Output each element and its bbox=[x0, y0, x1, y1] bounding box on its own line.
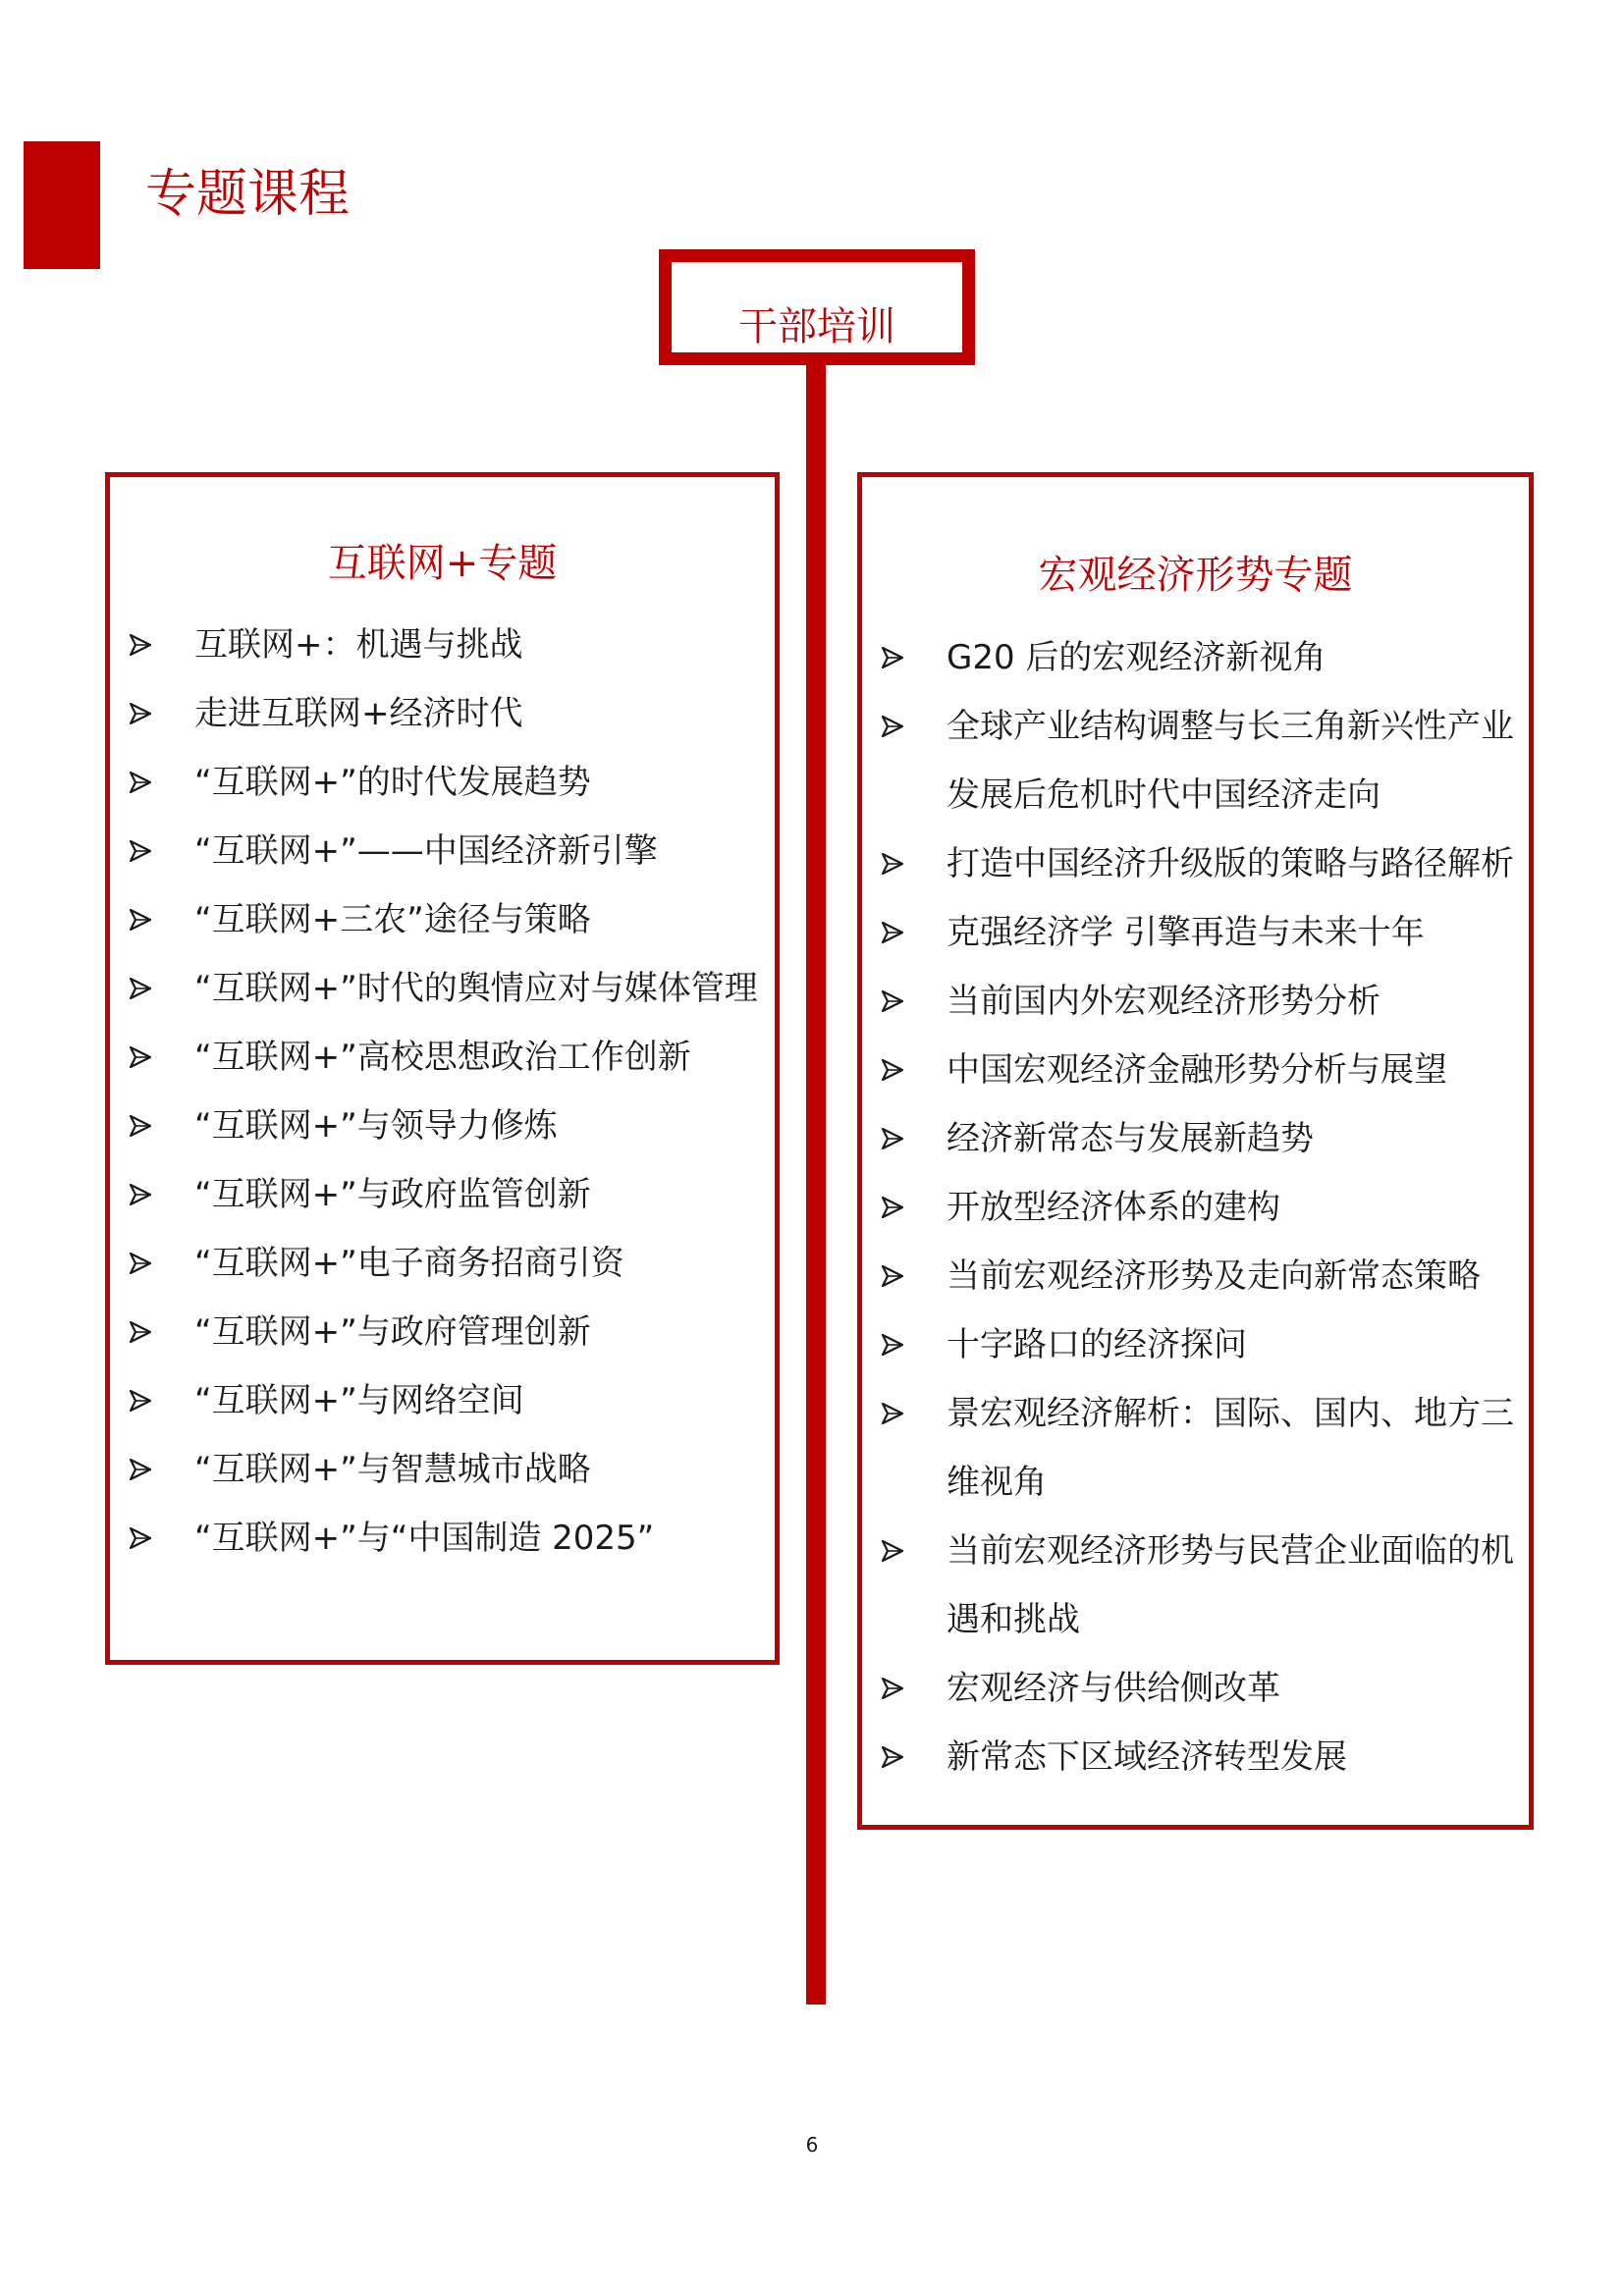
section-title: 专题课程 bbox=[145, 165, 351, 224]
arrow-bullet-icon bbox=[882, 1104, 911, 1173]
arrow-bullet-icon bbox=[130, 954, 159, 1023]
topic-list-item bbox=[130, 885, 761, 954]
topic-list-item bbox=[882, 1654, 1519, 1723]
arrow-bullet-icon bbox=[130, 1366, 159, 1435]
topic-item-text: “互联网+”与政府监管创新 bbox=[194, 1175, 591, 1214]
arrow-bullet-icon bbox=[882, 898, 911, 967]
topic-item-text: 景宏观经济解析：国际、国内、地方三维视角 bbox=[947, 1394, 1514, 1502]
topic-list-item bbox=[130, 817, 761, 885]
internet-plus-topic-box bbox=[105, 472, 780, 1665]
arrow-bullet-icon bbox=[882, 1242, 911, 1310]
arrow-bullet-icon bbox=[882, 1723, 911, 1791]
arrow-bullet-icon bbox=[882, 1654, 911, 1723]
macroeconomy-topic-box bbox=[857, 472, 1534, 1830]
topic-list-item bbox=[130, 1298, 761, 1366]
topic-item-text: 当前宏观经济形势与民营企业面临的机遇和挑战 bbox=[947, 1531, 1514, 1639]
arrow-bullet-icon bbox=[130, 817, 159, 885]
topic-list-item bbox=[130, 1092, 761, 1160]
topic-item-text: 开放型经济体系的建构 bbox=[947, 1188, 1280, 1227]
topic-list-item bbox=[130, 679, 761, 748]
topic-list-item bbox=[130, 1229, 761, 1298]
arrow-bullet-icon bbox=[882, 1379, 911, 1448]
topic-list-item bbox=[882, 1517, 1519, 1654]
topic-list-item bbox=[882, 1379, 1519, 1517]
internet-plus-box-title: 互联网+专题 bbox=[327, 541, 558, 586]
topic-list-item bbox=[882, 898, 1519, 967]
topic-item-text: 克强经济学 引擎再造与未来十年 bbox=[947, 913, 1425, 952]
page-number: 6 bbox=[805, 2133, 819, 2157]
topic-list-item bbox=[130, 611, 761, 679]
topic-item-text: “互联网+”与智慧城市战略 bbox=[194, 1450, 591, 1489]
topic-item-text: “互联网+”与网络空间 bbox=[194, 1381, 524, 1420]
arrow-bullet-icon bbox=[882, 623, 911, 692]
topic-item-text: “互联网+”电子商务招商引资 bbox=[194, 1244, 624, 1283]
arrow-bullet-icon bbox=[882, 1517, 911, 1585]
topic-list-item bbox=[882, 692, 1519, 829]
topic-item-text: 十字路口的经济探问 bbox=[947, 1325, 1247, 1364]
topic-item-text: “互联网+三农”途径与策略 bbox=[194, 900, 591, 939]
arrow-bullet-icon bbox=[130, 679, 159, 748]
topic-list-item bbox=[882, 1173, 1519, 1242]
topic-item-text: “互联网+”的时代发展趋势 bbox=[194, 763, 591, 802]
topic-list-item bbox=[130, 1504, 761, 1573]
arrow-bullet-icon bbox=[130, 1298, 159, 1366]
arrow-bullet-icon bbox=[130, 1023, 159, 1092]
topic-list-item bbox=[130, 1023, 761, 1092]
topic-list-item bbox=[882, 1723, 1519, 1791]
topic-list-item bbox=[882, 623, 1519, 692]
arrow-bullet-icon bbox=[882, 692, 911, 761]
topic-list-item bbox=[130, 748, 761, 817]
topic-item-text: “互联网+”与政府管理创新 bbox=[194, 1312, 591, 1352]
arrow-bullet-icon bbox=[130, 1504, 159, 1573]
arrow-bullet-icon bbox=[130, 1435, 159, 1504]
topic-list-item bbox=[130, 1160, 761, 1229]
topic-item-text: G20 后的宏观经济新视角 bbox=[947, 638, 1326, 677]
arrow-bullet-icon bbox=[130, 748, 159, 817]
arrow-bullet-icon bbox=[882, 1173, 911, 1242]
topic-list-item bbox=[882, 967, 1519, 1036]
topic-item-text: “互联网+”时代的舆情应对与媒体管理 bbox=[194, 969, 758, 1008]
topic-item-text: 走进互联网+经济时代 bbox=[194, 694, 523, 733]
arrow-bullet-icon bbox=[882, 1310, 911, 1379]
internet-plus-topic-list bbox=[130, 611, 761, 1573]
arrow-bullet-icon bbox=[882, 967, 911, 1036]
topic-list-item bbox=[882, 1310, 1519, 1379]
arrow-bullet-icon bbox=[882, 1036, 911, 1104]
macroeconomy-topic-list bbox=[882, 623, 1519, 1791]
topic-item-text: 当前宏观经济形势及走向新常态策略 bbox=[947, 1256, 1481, 1296]
topic-item-text: 打造中国经济升级版的策略与路径解析 bbox=[947, 844, 1514, 883]
arrow-bullet-icon bbox=[882, 829, 911, 898]
topic-item-text: 互联网+：机遇与挑战 bbox=[194, 625, 523, 665]
topic-item-text: “互联网+”与领导力修炼 bbox=[194, 1106, 558, 1146]
topic-item-text: “互联网+”高校思想政治工作创新 bbox=[194, 1038, 691, 1077]
topic-item-text: “互联网+”与“中国制造 2025” bbox=[194, 1519, 655, 1558]
arrow-bullet-icon bbox=[130, 1092, 159, 1160]
topic-item-text: 新常态下区域经济转型发展 bbox=[947, 1737, 1347, 1777]
arrow-bullet-icon bbox=[130, 1229, 159, 1298]
arrow-bullet-icon bbox=[130, 611, 159, 679]
topic-list-item bbox=[130, 1435, 761, 1504]
root-node-label: 干部培训 bbox=[738, 304, 895, 349]
topic-list-item bbox=[130, 1366, 761, 1435]
topic-item-text: 当前国内外宏观经济形势分析 bbox=[947, 982, 1380, 1021]
topic-item-text: 中国宏观经济金融形势分析与展望 bbox=[947, 1050, 1447, 1090]
tree-connector-line bbox=[806, 365, 826, 2004]
arrow-bullet-icon bbox=[130, 1160, 159, 1229]
topic-item-text: “互联网+”——中国经济新引擎 bbox=[194, 831, 658, 871]
root-node-box bbox=[659, 249, 975, 365]
topic-list-item bbox=[882, 1242, 1519, 1310]
arrow-bullet-icon bbox=[130, 885, 159, 954]
macroeconomy-box-title: 宏观经济形势专题 bbox=[1038, 553, 1353, 598]
topic-list-item bbox=[882, 829, 1519, 898]
topic-item-text: 经济新常态与发展新趋势 bbox=[947, 1119, 1314, 1158]
root-node-inner bbox=[672, 262, 962, 352]
topic-item-text: 宏观经济与供给侧改革 bbox=[947, 1669, 1280, 1708]
section-header-bar bbox=[24, 141, 100, 269]
topic-list-item bbox=[130, 954, 761, 1023]
topic-list-item bbox=[882, 1036, 1519, 1104]
topic-list-item bbox=[882, 1104, 1519, 1173]
topic-item-text: 全球产业结构调整与长三角新兴性产业发展后危机时代中国经济走向 bbox=[947, 707, 1514, 815]
